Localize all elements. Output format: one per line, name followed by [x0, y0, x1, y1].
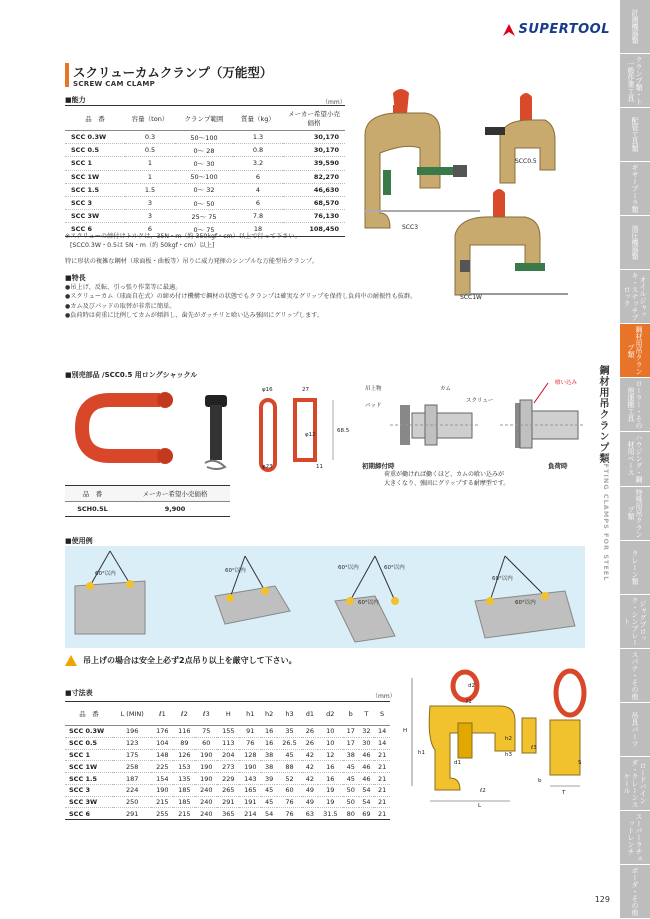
table-cell: 6 — [233, 196, 283, 209]
table-cell: 191 — [239, 796, 261, 808]
table-cell: 19 — [318, 784, 343, 796]
dim-label: φ12 — [305, 432, 316, 438]
table-row — [65, 808, 390, 820]
table-cell: 42 — [302, 773, 318, 785]
table-cell: 45 — [261, 796, 277, 808]
title-accent-bar — [65, 63, 69, 87]
shackle-side-view — [261, 400, 275, 470]
description: 特に形状の複雑な鋼材（球面板・曲板等）吊りに威力発揮のシンプルな万能型吊クランプ。 — [65, 258, 318, 265]
table-cell: 10 — [318, 726, 343, 738]
table-cell: 196 — [113, 726, 151, 738]
page-title: スクリューカムクランプ（万能型） — [73, 65, 273, 80]
table-cell: 258 — [113, 761, 151, 773]
col-header: S — [374, 702, 390, 726]
product-photos — [355, 85, 585, 310]
side-tab[interactable]: ギヤープーラ類 — [620, 162, 650, 216]
side-tab[interactable]: ハウジング・鋼材用ベース — [620, 432, 650, 486]
dim-drawing-label: H — [403, 728, 408, 734]
table-cell: 175 — [113, 749, 151, 761]
mech-label: カム — [440, 386, 452, 392]
table-cell: SCC 6 — [65, 223, 125, 236]
table-cell: 46,630 — [283, 183, 345, 196]
col-header: H — [217, 702, 239, 726]
angle-label: 60°以内 — [358, 600, 379, 606]
col-header: b — [343, 702, 359, 726]
table-cell: 0～ 28 — [175, 144, 233, 157]
table-cell: 0～ 32 — [175, 183, 233, 196]
table-cell: 190 — [195, 749, 217, 761]
side-tab[interactable]: クランプ類・ト一般作業工具 — [620, 54, 650, 108]
table-cell: 82,270 — [283, 170, 345, 183]
dim-drawing-label: h1 — [418, 750, 425, 756]
table-cell: 46 — [359, 761, 375, 773]
table-row — [65, 796, 390, 808]
angle-label: 60°以内 — [492, 576, 513, 582]
usage-examples-panel — [65, 546, 585, 648]
mech-label: パッド — [365, 403, 382, 409]
table-cell: 104 — [151, 737, 173, 749]
table-cell: 31.5 — [318, 808, 343, 820]
photo-label: SCC0.5 — [515, 158, 537, 165]
side-tab[interactable]: 油圧機器類 — [620, 216, 650, 270]
brand-mark-icon — [503, 24, 515, 36]
table-cell: 153 — [173, 761, 195, 773]
table-cell: 68,570 — [283, 196, 345, 209]
table-cell: 50～100 — [175, 170, 233, 183]
table-row — [65, 749, 390, 761]
table-cell: SCC 1 — [65, 749, 113, 761]
dim-drawing-label: d1 — [454, 760, 461, 766]
table-cell: 143 — [239, 773, 261, 785]
dim-label: 68.5 — [337, 428, 350, 434]
table-cell: 185 — [173, 796, 195, 808]
photo-label: SCC3 — [402, 224, 419, 231]
table-cell: 148 — [151, 749, 173, 761]
feature-item: ● 吊上げ、反転、引っ張り作業等に最適。 — [65, 283, 416, 292]
table-cell: 38 — [261, 749, 277, 761]
warning-text: 吊上げの場合は安全上必ず2点吊り以上を厳守して下さい。 — [83, 656, 297, 665]
capacity-heading: ■能力 — [65, 96, 86, 104]
table-cell: 50～100 — [175, 131, 233, 144]
table-cell: 291 — [217, 796, 239, 808]
table-cell: SCC 3W — [65, 796, 113, 808]
table-cell: 52 — [277, 773, 302, 785]
table-cell: 21 — [374, 784, 390, 796]
feature-item: ● 負荷時は荷重に比例してカムが傾斜し、歯先がガッチリと喰い込み強固にグリップします。 — [65, 311, 416, 320]
col-header: 容量（ton） — [125, 106, 175, 131]
mech-label: 負荷時 — [548, 462, 568, 470]
table-cell: 240 — [195, 796, 217, 808]
table-cell: 215 — [173, 808, 195, 820]
dimensions-table — [65, 701, 390, 820]
side-tab[interactable]: クレーン類 — [620, 541, 650, 595]
table-cell: 80 — [343, 808, 359, 820]
side-tab[interactable]: ボーダ・その他 — [620, 865, 650, 919]
table-cell: 190 — [195, 761, 217, 773]
dim-drawing-label: ℓ1 — [466, 699, 472, 705]
dim-drawing-label: T — [562, 790, 566, 796]
table-cell: 45 — [261, 784, 277, 796]
features-list — [65, 283, 416, 320]
table-cell: 21 — [374, 773, 390, 785]
table-cell: 0～ 75 — [175, 223, 233, 236]
table-cell: 21 — [374, 796, 390, 808]
features-heading: ■特長 — [65, 274, 86, 282]
table-cell: 6 — [233, 170, 283, 183]
table-cell: 46 — [359, 749, 375, 761]
table-cell: 21 — [374, 808, 390, 820]
table-cell: 35 — [277, 726, 302, 738]
page-subtitle: SCREW CAM CLAMP — [73, 80, 156, 88]
table-cell: SCC 3 — [65, 784, 113, 796]
col-header: d1 — [302, 702, 318, 726]
table-cell: 3.2 — [233, 157, 283, 170]
table-cell: 190 — [151, 784, 173, 796]
table-cell: 154 — [151, 773, 173, 785]
dim-drawing-label: h3 — [505, 752, 512, 758]
feature-item: ● カム及びパッドの取替が非常に簡単。 — [65, 302, 416, 311]
table-row — [65, 773, 390, 785]
table-cell: 1.3 — [233, 131, 283, 144]
col-header: 質量（kg） — [233, 106, 283, 131]
table-row — [65, 144, 345, 157]
mech-label: 喰い込み — [555, 380, 578, 386]
plate-line — [365, 210, 480, 212]
table-cell: 128 — [239, 749, 261, 761]
table-cell: 265 — [217, 784, 239, 796]
table-cell: 54 — [261, 808, 277, 820]
safety-warning — [65, 655, 297, 666]
table-cell: 14 — [374, 737, 390, 749]
col-header: h1 — [239, 702, 261, 726]
table-cell: 54 — [359, 784, 375, 796]
table-cell: 17 — [343, 737, 359, 749]
table-cell: 215 — [151, 796, 173, 808]
table-row — [65, 131, 345, 144]
table-cell: 32 — [359, 726, 375, 738]
table-cell: 38 — [261, 761, 277, 773]
table-cell: 26 — [302, 737, 318, 749]
mech-label: 初期締付時 — [362, 462, 395, 470]
table-cell: SCC 1.5 — [65, 773, 113, 785]
vertical-category-title-en: LIFTING CLAMPS FOR STEEL — [602, 455, 610, 582]
dim-drawing-label: S — [578, 760, 582, 766]
table-cell: 113 — [217, 737, 239, 749]
col-header: L (MIN) — [113, 702, 151, 726]
table-cell: SCH0.5L — [65, 502, 120, 517]
table-cell: 60 — [277, 784, 302, 796]
side-tab[interactable]: 特殊用吊クランプ類 — [620, 487, 650, 541]
dimensions-unit: （mm） — [372, 693, 396, 700]
table-cell: 9,900 — [120, 502, 230, 517]
page-number: 129 — [594, 895, 610, 904]
angle-label: 60°以内 — [225, 568, 246, 574]
table-cell: 365 — [217, 808, 239, 820]
table-cell: 75 — [195, 726, 217, 738]
col-header: 品 番 — [65, 486, 120, 502]
table-cell: 76 — [239, 737, 261, 749]
table-cell: 108,450 — [283, 223, 345, 236]
dim-drawing-label: L — [478, 803, 482, 809]
dim-drawing-label: ℓ3 — [531, 745, 537, 751]
torque-note: ※スクリューの締付けトルクは、35N・m（約 350kgf・cm）以上で行って下さい。 — [65, 233, 301, 240]
warning-icon — [65, 655, 77, 666]
side-tab[interactable]: 計測機器類 — [620, 0, 650, 54]
dim-label: 11 — [316, 464, 323, 470]
table-cell: 19 — [318, 796, 343, 808]
table-cell: 26.5 — [277, 737, 302, 749]
table-cell: 214 — [239, 808, 261, 820]
scc1w-photo — [455, 189, 568, 295]
vertical-category-title: 鋼材用吊クランプ類 — [597, 365, 608, 464]
table-cell: 3 — [125, 196, 175, 209]
table-cell: SCC 1 — [65, 157, 125, 170]
table-cell: 291 — [113, 808, 151, 820]
table-cell: 255 — [151, 808, 173, 820]
table-cell: 16 — [318, 773, 343, 785]
table-cell: SCC 0.3W — [65, 131, 125, 144]
side-tab[interactable]: ロードバインダ・クレーンスケール — [620, 757, 650, 811]
table-cell: 26 — [302, 726, 318, 738]
table-cell: SCC 0.5 — [65, 737, 113, 749]
angle-label: 60°以内 — [95, 571, 116, 577]
angle-label: 60°以内 — [384, 565, 405, 571]
table-cell: 45 — [343, 773, 359, 785]
angle-label: 60°以内 — [515, 600, 536, 606]
table-cell: 30,170 — [283, 131, 345, 144]
table-cell: 190 — [195, 773, 217, 785]
feature-item: ● スクリューカム（球面自在式）の締め付け機構で鋼材の状態でもクランプは確実なグリップを保持し負荷中の耐振性も抜群。 — [65, 292, 416, 301]
table-cell: 155 — [217, 726, 239, 738]
dim-label: 27 — [302, 387, 309, 393]
table-cell: 76,130 — [283, 210, 345, 223]
table-cell: SCC 0.3W — [65, 726, 113, 738]
table-cell: 16 — [261, 737, 277, 749]
table-cell: SCC 0.5 — [65, 144, 125, 157]
side-tab[interactable]: ローラー・その他運搬工具 — [620, 378, 650, 432]
table-cell: 88 — [277, 761, 302, 773]
table-cell: 42 — [302, 749, 318, 761]
dim-label: φ16 — [262, 387, 273, 393]
table-cell: 176 — [151, 726, 173, 738]
col-header: メーカー希望小売価格 — [283, 106, 345, 131]
table-cell: 229 — [217, 773, 239, 785]
table-cell: 0～ 30 — [175, 157, 233, 170]
table-cell: 1 — [125, 170, 175, 183]
dim-label: φ23 — [262, 464, 273, 470]
table-cell: 45 — [277, 749, 302, 761]
table-cell: 49 — [302, 784, 318, 796]
table-cell: 21 — [374, 749, 390, 761]
photo-label: SCC1W — [460, 294, 482, 301]
torque-note-2: [SCC0.3W・0.5は 5N・m（約 50kgf・cm）以上] — [70, 242, 215, 249]
table-cell: 30 — [359, 737, 375, 749]
table-cell: 7.8 — [233, 210, 283, 223]
table-cell: 12 — [318, 749, 343, 761]
table-cell: 25～ 75 — [175, 210, 233, 223]
table-cell: 165 — [239, 784, 261, 796]
table-cell: 10 — [318, 737, 343, 749]
table-cell: 224 — [113, 784, 151, 796]
table-cell: 91 — [239, 726, 261, 738]
table-cell: 185 — [173, 784, 195, 796]
col-header: メーカー希望小売価格 — [120, 486, 230, 502]
col-header: ℓ2 — [173, 702, 195, 726]
angle-label: 60°以内 — [338, 565, 359, 571]
side-tab[interactable]: ジャグブロック・シンプレート — [620, 595, 650, 649]
table-cell: 4 — [233, 183, 283, 196]
table-cell: 89 — [173, 737, 195, 749]
mech-explain: 荷重が働ければ働くほど、カムの喰い込みが — [384, 471, 505, 478]
table-cell: 3 — [125, 210, 175, 223]
table-cell: 76 — [277, 808, 302, 820]
capacity-table — [65, 105, 345, 237]
table-cell: SCC 1W — [65, 170, 125, 183]
dim-drawing-label: b — [538, 778, 542, 784]
table-row — [65, 170, 345, 183]
dim-drawing-label: h2 — [505, 736, 512, 742]
shackle-front-view — [295, 400, 315, 460]
dim-drawing-label: ℓ2 — [480, 788, 486, 794]
side-tab[interactable]: 吊具パーツ — [620, 703, 650, 757]
mech-explain: 大きくなり、強固にグリップする耐摩型です。 — [384, 480, 510, 487]
table-cell: 50 — [343, 796, 359, 808]
capacity-unit: （mm） — [322, 99, 346, 106]
table-cell: 14 — [374, 726, 390, 738]
table-row — [65, 210, 345, 223]
table-cell: 123 — [113, 737, 151, 749]
long-shackle — [82, 400, 160, 456]
brand-logo — [503, 22, 610, 37]
table-cell: 240 — [195, 808, 217, 820]
dim-drawing-label: d2 — [468, 683, 475, 689]
table-cell: 204 — [217, 749, 239, 761]
usage-heading: ■使用例 — [65, 537, 93, 545]
table-row — [65, 157, 345, 170]
col-header: h2 — [261, 702, 277, 726]
table-cell: SCC 1W — [65, 761, 113, 773]
col-header: 品 番 — [65, 702, 113, 726]
table-cell: 54 — [359, 796, 375, 808]
table-cell: SCC 6 — [65, 808, 113, 820]
table-cell: 225 — [151, 761, 173, 773]
table-cell: SCC 3 — [65, 196, 125, 209]
table-cell: 30,170 — [283, 144, 345, 157]
table-row — [65, 761, 390, 773]
table-cell: 39,590 — [283, 157, 345, 170]
table-cell: 1.5 — [125, 183, 175, 196]
table-cell: 18 — [233, 223, 283, 236]
side-tab[interactable]: オイルジャッキ・スナッチブロック — [620, 270, 650, 324]
side-index-tabs — [620, 0, 650, 919]
table-cell: 190 — [239, 761, 261, 773]
table-cell: SCC 3W — [65, 210, 125, 223]
table-cell: 49 — [302, 796, 318, 808]
table-cell: 46 — [359, 773, 375, 785]
mech-label: 吊上物 — [365, 386, 382, 392]
table-cell: 126 — [173, 749, 195, 761]
table-cell: 273 — [217, 761, 239, 773]
col-header: T — [359, 702, 375, 726]
usage-illustrations — [65, 546, 585, 648]
table-cell: 42 — [302, 761, 318, 773]
side-tab[interactable]: スパナ・その他 — [620, 649, 650, 703]
table-row — [65, 737, 390, 749]
col-header: ℓ3 — [195, 702, 217, 726]
table-cell: 69 — [359, 808, 375, 820]
side-tab[interactable]: スーパーラチェットレンチ — [620, 811, 650, 865]
table-row — [65, 726, 390, 738]
table-cell: 76 — [277, 796, 302, 808]
side-tab[interactable]: 鋼材用吊クランプ類 — [620, 324, 650, 378]
table-row — [65, 183, 345, 196]
option-table — [65, 485, 230, 517]
table-cell: 60 — [195, 737, 217, 749]
table-cell: 0.8 — [233, 144, 283, 157]
table-cell: 21 — [374, 761, 390, 773]
table-cell: 0～ 50 — [175, 196, 233, 209]
table-cell: 0.5 — [125, 144, 175, 157]
table-cell: 0.3 — [125, 131, 175, 144]
scc05-photo — [485, 93, 555, 183]
col-header: 品 番 — [65, 106, 125, 131]
mech-label: スクリュー — [466, 398, 494, 404]
table-cell: 116 — [173, 726, 195, 738]
table-cell: 38 — [343, 749, 359, 761]
dimensions-heading: ■寸法表 — [65, 689, 93, 697]
table-cell: 6 — [125, 223, 175, 236]
table-row — [65, 502, 230, 517]
side-tab[interactable]: 配管工具類 — [620, 108, 650, 162]
table-cell: SCC 1.5 — [65, 183, 125, 196]
table-cell: 17 — [343, 726, 359, 738]
table-cell: 240 — [195, 784, 217, 796]
brand-name: SUPERTOOL — [518, 22, 610, 37]
col-header: d2 — [318, 702, 343, 726]
table-cell: 50 — [343, 784, 359, 796]
table-cell: 63 — [302, 808, 318, 820]
table-cell: 135 — [173, 773, 195, 785]
col-header: h3 — [277, 702, 302, 726]
table-cell: 16 — [261, 726, 277, 738]
table-cell: 250 — [113, 796, 151, 808]
table-cell: 39 — [261, 773, 277, 785]
col-header: ℓ1 — [151, 702, 173, 726]
table-row — [65, 196, 345, 209]
table-cell: 187 — [113, 773, 151, 785]
table-cell: 16 — [318, 761, 343, 773]
scc3-photo — [365, 89, 467, 228]
option-heading: ■別売部品 /SCC0.5 用ロングシャックル — [65, 371, 198, 379]
col-header: クランプ範囲 — [175, 106, 233, 131]
table-cell: 45 — [343, 761, 359, 773]
table-cell: 1 — [125, 157, 175, 170]
table-row — [65, 784, 390, 796]
